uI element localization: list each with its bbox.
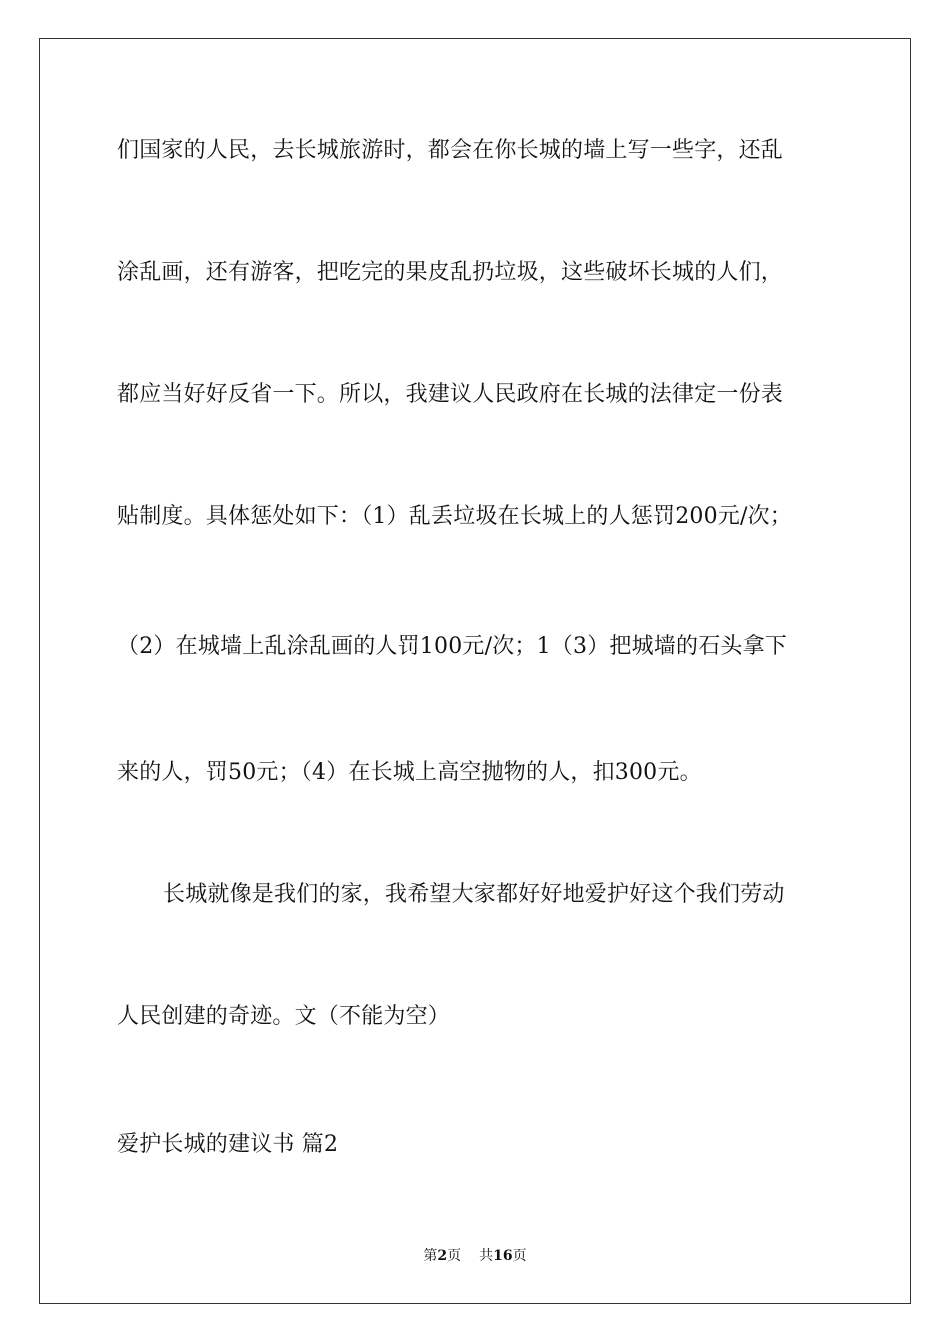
page-frame (39, 38, 911, 1304)
total-prefix: 共 (479, 1248, 494, 1264)
body-text-line: 人民创建的奇迹。文（不能为空） (117, 1004, 451, 1029)
body-text-line: （2）在城墙上乱涂乱画的人罚100元/次；1（3）把城墙的石头拿下 (117, 634, 787, 659)
page-suffix: 页 (447, 1248, 462, 1264)
total-suffix: 页 (512, 1248, 527, 1264)
section-heading: 爱护长城的建议书 篇2 (117, 1132, 339, 1157)
page-footer (0, 1247, 950, 1265)
body-text-line: 们国家的人民，去长城旅游时，都会在你长城的墙上写一些字，还乱 (117, 138, 784, 163)
paragraph-start-line: 长城就像是我们的家，我希望大家都好好地爱护好这个我们劳动 (163, 882, 785, 907)
page-number: 2 (437, 1248, 448, 1264)
body-text-line: 涂乱画，还有游客，把吃完的果皮乱扔垃圾，这些破坏长城的人们， (117, 260, 784, 285)
body-text-line: 贴制度。具体惩处如下：（1）乱丢垃圾在长城上的人惩罚200元/次； (117, 504, 793, 529)
page-prefix: 第 (423, 1248, 438, 1264)
total-pages: 16 (493, 1248, 513, 1264)
body-text-line: 都应当好好反省一下。所以，我建议人民政府在长城的法律定一份表 (117, 382, 784, 407)
body-text-line: 来的人，罚50元；（4）在长城上高空抛物的人，扣300元。 (117, 760, 702, 785)
